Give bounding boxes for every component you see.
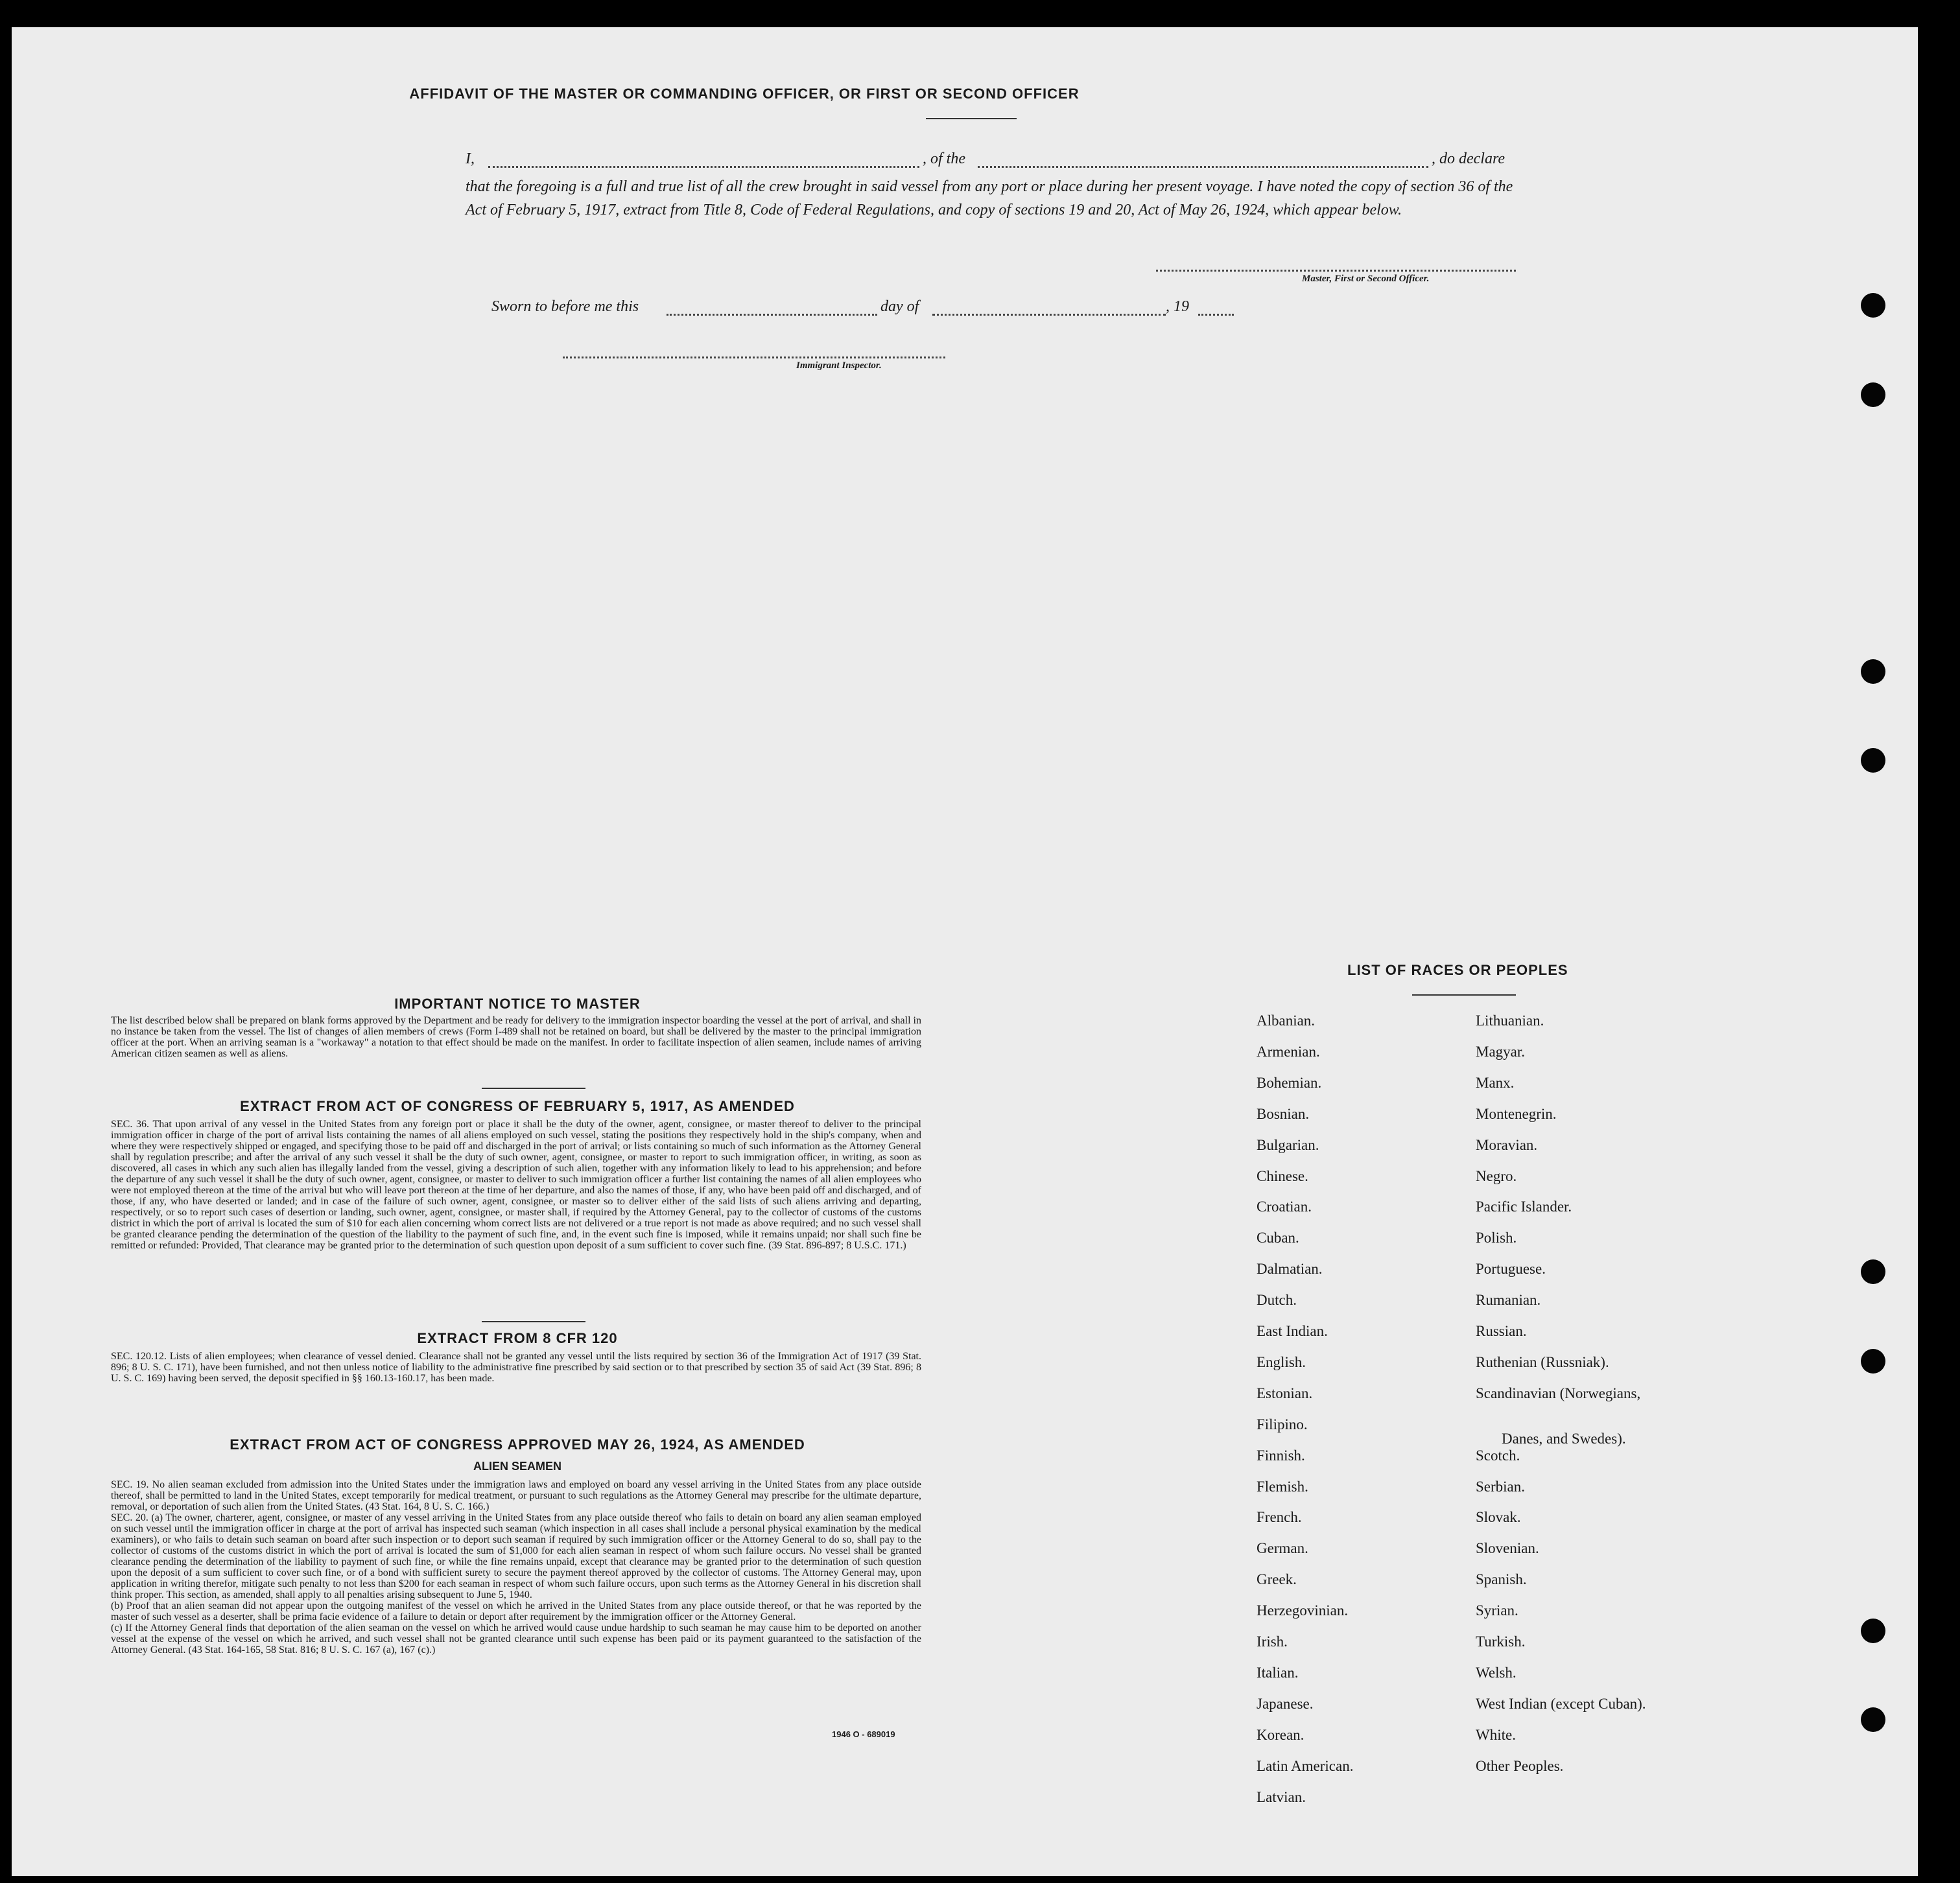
declaration-line — [466, 150, 475, 168]
race-item: Manx. — [1476, 1074, 1515, 1091]
race-item: Scotch. — [1476, 1447, 1520, 1464]
document-page — [12, 27, 1918, 1876]
extract-1924-body — [111, 1479, 921, 1655]
race-item: White. — [1476, 1726, 1516, 1743]
race-item: Irish. — [1257, 1633, 1288, 1650]
race-item: Cuban. — [1257, 1230, 1299, 1246]
race-item: East Indian. — [1257, 1323, 1328, 1339]
race-item: Latvian. — [1257, 1788, 1306, 1805]
race-item: Danes, and Swedes). — [1502, 1430, 1626, 1447]
race-item: Polish. — [1476, 1230, 1517, 1246]
sec-20a: SEC. 20. (a) The owner, charterer, agent, consignee, or master of any vessel arriving in the United States from any place outside thereof who fails to detain on board any alien seaman employed on such vessel until the immigration officer in charge at the port of arrival has inspected such seaman (which inspection in all cases shall include a personal physical examination by the medical examiners), or who fails to detain such seaman on board after such inspection or to deport such seaman if required by such immigration officer or the Attorney General to do so, shall pay to the collector of customs of the customs district in which the port of arrival is located the sum of $1,000 for each alien seaman in respect of whom such failure occurs. No vessel shall be granted clearance pending the determination of the liability to payment of such fine, or while the fine remains unpaid, except that clearance may be granted prior to the determination of such question upon the deposit of a sum sufficient to cover such fine, or of a bond with sufficient surety to secure the payment thereof approved by the collector of customs. The Attorney General may, upon application in writing therefor, mitigate such penalty to not less than $200 for each seaman in respect of whom such failure occurs, upon such terms as the Attorney General in his discretion shall think proper. This section, as amended, shall apply to all penalties arising subsequent to June 5, 1940. — [111, 1512, 921, 1600]
race-item: Slovak. — [1476, 1509, 1521, 1526]
binder-hole — [1861, 382, 1885, 407]
race-item: Latin American. — [1257, 1757, 1354, 1774]
races-title: LIST OF RACES OR PEOPLES — [1347, 962, 1568, 978]
cfr-body: SEC. 120.12. Lists of alien employees; when clearance of vessel denied. Clearance shall not be granted any vessel until the lists required by section 36 of the Immigration Act of 1917 (39 Stat. 896; 8 U. S. C. 171), have been furnished, and not then unless notice of liability to the administrative fine prescribed by said section or to that prescribed by section 35 of said Act (39 Stat. 896; 8 U. S. C. 169) having been served, the deposit specified in §§ 160.13-160.17, has been made. — [111, 1351, 921, 1384]
race-item: Syrian. — [1476, 1602, 1518, 1619]
race-item: Spanish. — [1476, 1571, 1527, 1588]
race-item: Other Peoples. — [1476, 1757, 1564, 1774]
extract-1917-title: EXTRACT FROM ACT OF CONGRESS OF FEBRUARY 5, 1917, AS AMENDED — [240, 1098, 795, 1114]
affidavit-title: AFFIDAVIT OF THE MASTER OR COMMANDING OFFICER, OR FIRST OR SECOND OFFICER — [409, 86, 1080, 102]
sworn-month-field[interactable] — [932, 314, 1166, 316]
race-item: Herzegovinian. — [1257, 1602, 1349, 1619]
sworn-label: Sworn to before me this — [491, 298, 639, 315]
binder-hole — [1861, 659, 1885, 684]
master-signature-line[interactable] — [1156, 270, 1516, 272]
notice-body: The list described below shall be prepared on blank forms approved by the Department and be ready for delivery to the immigration inspector boarding the vessel at the port of arrival, and shall in no instance be taken from the vessel. The list of changes of alien members of crews (Form I-489 shall not be retained on board, but shall be delivered by the master to the principal immigration officer at the port. When an arriving seaman is a "workaway" a notation to that effect should be made on the manifest. In order to facilitate inspection of alien seamen, include names of arriving American citizen seamen as well as aliens. — [111, 1015, 921, 1059]
do-declare-label: , do declare — [1432, 150, 1505, 167]
sworn-day-field[interactable] — [667, 314, 877, 316]
declaration-body: that the foregoing is a full and true list of all the crew brought in said vessel from any port or place during her present voyage. I have noted the copy of section 36 of the Act of February 5, 1917, extract from Title 8, Code of Federal Regulations, and copy of sections 19 and 20, Act of May 26, 1924, which appear below. — [466, 178, 1513, 218]
notice-title: IMPORTANT NOTICE TO MASTER — [394, 996, 641, 1012]
races-divider — [1412, 994, 1516, 996]
race-item: Russian. — [1476, 1323, 1527, 1339]
inspector-signature-line[interactable] — [563, 357, 945, 358]
sworn-year-field[interactable] — [1198, 314, 1234, 316]
print-code: 1946 O - 689019 — [832, 1729, 895, 1739]
race-item: Pacific Islander. — [1476, 1199, 1572, 1215]
race-item: Moravian. — [1476, 1136, 1538, 1153]
race-item: Negro. — [1476, 1167, 1517, 1184]
binder-hole — [1861, 748, 1885, 773]
extract-1924-title: EXTRACT FROM ACT OF CONGRESS APPROVED MAY 26, 1924, AS AMENDED — [230, 1436, 805, 1453]
race-item: Japanese. — [1257, 1695, 1314, 1712]
inspector-signature-caption: Immigrant Inspector. — [796, 360, 882, 371]
race-item: Dalmatian. — [1257, 1261, 1323, 1278]
race-item: Estonian. — [1257, 1385, 1313, 1401]
sec-19: SEC. 19. No alien seaman excluded from admission into the United States under the immigration laws and employed on board any vessel arriving in the United States from any place outside thereof, shall be permitted to land in the United States, except temporarily for medical treatment, or pursuant to such regulations as the Attorney General may prescribe for the ultimate departure, removal, or deportation of such alien from the United States. (43 Stat. 164, 8 U. S. C. 166.) — [111, 1479, 921, 1512]
race-item: Korean. — [1257, 1726, 1305, 1743]
of-the-label: , of the — [923, 150, 965, 167]
title-divider — [926, 118, 1017, 119]
race-item: Bulgarian. — [1257, 1136, 1319, 1153]
race-item: Albanian. — [1257, 1012, 1316, 1029]
cfr-title: EXTRACT FROM 8 CFR 120 — [417, 1330, 618, 1346]
race-item: Filipino. — [1257, 1416, 1308, 1433]
race-item: German. — [1257, 1540, 1308, 1557]
master-signature-caption: Master, First or Second Officer. — [1302, 274, 1430, 284]
race-item: Serbian. — [1476, 1478, 1526, 1495]
alien-seamen-subtitle: ALIEN SEAMEN — [473, 1460, 561, 1473]
year-label: , 19 — [1166, 298, 1189, 315]
race-item: Ruthenian (Russniak). — [1476, 1353, 1609, 1370]
race-item: Bohemian. — [1257, 1074, 1322, 1091]
name-field[interactable] — [488, 166, 919, 168]
sec-20b: (b) Proof that an alien seaman did not appear upon the outgoing manifest of the vessel on which he arrived in the United States from any place outside thereof, or that he was reported by the master of such vessel as a deserter, shall be prima facie evidence of a failure to detain or deport after requirement by the immigration officer or the Attorney General. — [111, 1600, 921, 1622]
race-item: Magyar. — [1476, 1043, 1526, 1060]
binder-hole — [1861, 1259, 1885, 1284]
binder-hole — [1861, 1349, 1885, 1374]
race-item: English. — [1257, 1353, 1306, 1370]
race-item: Lithuanian. — [1476, 1012, 1544, 1029]
binder-hole — [1861, 293, 1885, 318]
race-item: French. — [1257, 1509, 1302, 1526]
race-item: Scandinavian (Norwegians, — [1476, 1385, 1641, 1401]
race-item: Slovenian. — [1476, 1540, 1539, 1557]
race-item: Dutch. — [1257, 1292, 1297, 1309]
race-item: Rumanian. — [1476, 1292, 1541, 1309]
race-item: Portuguese. — [1476, 1261, 1546, 1278]
binder-hole — [1861, 1619, 1885, 1643]
race-item: Bosnian. — [1257, 1105, 1310, 1122]
binder-hole — [1861, 1707, 1885, 1732]
race-item: Turkish. — [1476, 1633, 1526, 1650]
extract-1917-divider — [482, 1321, 585, 1322]
day-of-label: day of — [880, 298, 919, 315]
race-item: Montenegrin. — [1476, 1105, 1557, 1122]
race-item: Greek. — [1257, 1571, 1297, 1588]
vessel-field[interactable] — [978, 166, 1428, 168]
declaration-i: I, — [466, 150, 475, 167]
race-item: Flemish. — [1257, 1478, 1308, 1495]
race-item: Chinese. — [1257, 1167, 1308, 1184]
race-item: Italian. — [1257, 1664, 1299, 1681]
notice-divider — [482, 1088, 585, 1089]
sec-20c: (c) If the Attorney General finds that deportation of the alien seaman on the vessel on which he arrived would cause undue hardship to such seaman he may cause him to be deported on another vessel at the expense of the vessel on which he arrived, and such vessel shall not be granted clearance until such expense has been paid or its payment guaranteed to the satisfaction of the Attorney General. (43 Stat. 164-165, 58 Stat. 816; 8 U. S. C. 167 (a), 167 (c).) — [111, 1622, 921, 1655]
race-item: Armenian. — [1257, 1043, 1320, 1060]
extract-1917-body: SEC. 36. That upon arrival of any vessel in the United States from any foreign port or place it shall be the duty of the owner, agent, consignee, or master thereof to deliver to the principal immigration officer in charge of the port of arrival lists containing the names of all aliens employed on such vessel, stating the positions they respectively hold in the ship's company, when and where they were respectively shipped or engaged, and specifying those to be paid off and discharged in the port of arrival; or lists containing so much of such information as the Attorney General shall by regulation prescribe; and after the arrival of any such vessel it shall be the duty of such owner, agent, consignee, or master to report to such immigration officer, in writing, as soon as discovered, all cases in which any such alien has illegally landed from the vessel, giving a description of such alien, together with any information likely to lead to his apprehension; and before the departure of any such vessel it shall be the duty of such owner, agent, consignee, or master to deliver to such immigration officer a further list containing the names of all alien employees who were not employed thereon at the time of the arrival but who will leave port thereon at the time of her departure, and also the names of those, if any, who have been paid off and discharged, and of those, if any, who have deserted or landed; and in case of the failure of such owner, agent, consignee, or master so to deliver either of the said lists of such aliens arriving and departing, respectively, or so to report such cases of desertion or landing, such owner, agent, consignee, or master shall, if required by the Attorney General, pay to the collector of customs of the customs district in which the port of arrival is located the sum of $10 for each alien concerning whom correct lists are not delivered or a true report is not made as above required; and no such vessel shall be granted clearance pending the determination of the question of the liability to the payment of such fine, and, in the event such fine is imposed, while it remains unpaid; nor shall such fine be remitted or refunded: Provided, That clearance may be granted prior to the determination of such question upon deposit of a sum sufficient to cover such fine. (39 Stat. 896-897; 8 U.S.C. 171.) — [111, 1119, 921, 1251]
race-item: Croatian. — [1257, 1199, 1312, 1215]
race-item: Finnish. — [1257, 1447, 1305, 1464]
race-item: Welsh. — [1476, 1664, 1517, 1681]
race-item: West Indian (except Cuban). — [1476, 1695, 1646, 1712]
